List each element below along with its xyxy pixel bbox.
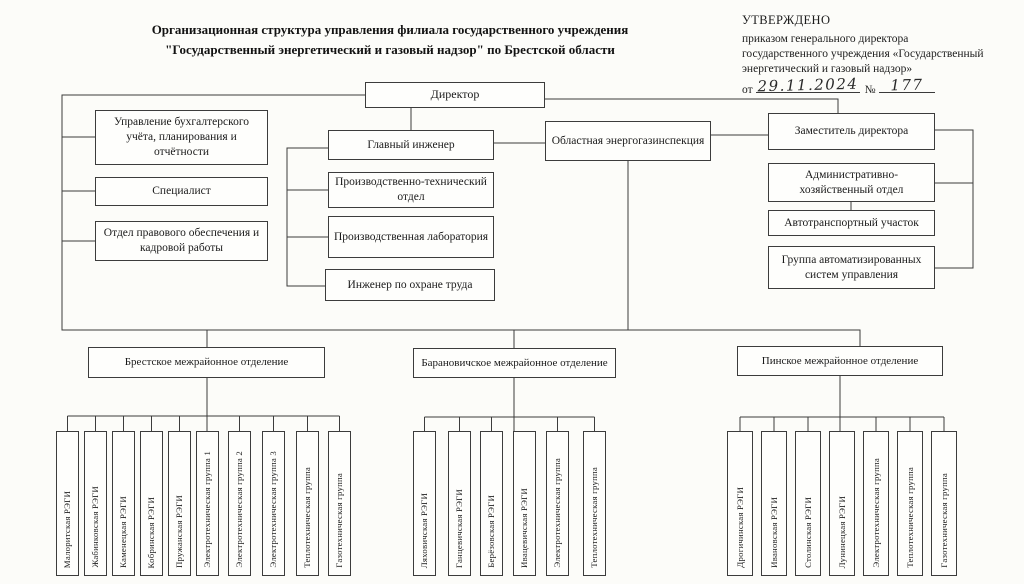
unit-box xyxy=(829,431,855,576)
unit-box xyxy=(140,431,163,576)
approval-line-1: приказом генерального директора xyxy=(742,32,909,45)
unit-label: Газотехническая группа xyxy=(938,473,949,568)
legal-hr-dept-box: Отдел правового обеспечения и кадровой работы xyxy=(95,221,268,261)
automated-systems-box: Группа автоматизированных систем управления xyxy=(768,246,935,289)
baranovichi-branch-box: Барановичское межрайонное отделение xyxy=(413,348,616,378)
unit-box xyxy=(112,431,135,576)
unit-box xyxy=(56,431,79,576)
unit-box xyxy=(897,431,923,576)
specialist-box: Специалист xyxy=(95,177,268,206)
unit-box xyxy=(228,431,251,576)
unit-label: Пружанская РЭГИ xyxy=(174,495,185,568)
unit-box xyxy=(863,431,889,576)
unit-box xyxy=(727,431,753,576)
approval-date-handwritten: 29.11.2024 xyxy=(756,74,859,96)
unit-label: Каменецкая РЭГИ xyxy=(118,496,129,568)
unit-label: Электротехническая группа 2 xyxy=(234,451,245,568)
unit-label: Столинская РЭГИ xyxy=(802,497,813,568)
unit-box xyxy=(84,431,107,576)
unit-box xyxy=(413,431,436,576)
production-lab-box: Производственная лаборатория xyxy=(328,216,494,258)
unit-box xyxy=(795,431,821,576)
unit-box xyxy=(761,431,787,576)
unit-label: Электротехническая группа xyxy=(870,458,881,568)
unit-label: Берёзовская РЭГИ xyxy=(486,495,497,568)
motor-transport-box: Автотранспортный участок xyxy=(768,210,935,236)
unit-box xyxy=(328,431,351,576)
oblast-inspection-box: Областная энергогазинспекция xyxy=(545,121,711,161)
unit-label: Электротехническая группа 3 xyxy=(268,451,279,568)
deputy-director-box: Заместитель директора xyxy=(768,113,935,150)
unit-box xyxy=(196,431,219,576)
unit-label: Ивацевичская РЭГИ xyxy=(519,488,530,568)
pinsk-branch-box: Пинское межрайонное отделение xyxy=(737,346,943,376)
title-line-1: Организационная структура управления филиала государственного учреждения xyxy=(151,22,629,37)
unit-box xyxy=(583,431,606,576)
unit-label: Ляховичская РЭГИ xyxy=(419,492,430,568)
approval-number-handwritten: 177 xyxy=(889,75,924,95)
unit-box xyxy=(448,431,471,576)
approval-line-3: энергетический и газовый надзор» xyxy=(742,62,913,75)
safety-engineer-box: Инженер по охране труда xyxy=(325,269,495,301)
unit-label: Газотехническая группа xyxy=(334,473,345,568)
unit-label: Малоритская РЭГИ xyxy=(62,490,73,568)
unit-box xyxy=(296,431,319,576)
production-technical-dept-box: Производственно-технический отдел xyxy=(328,172,494,208)
unit-box xyxy=(262,431,285,576)
admin-economic-dept-box: Административно-хозяйственный отдел xyxy=(768,163,935,202)
director-box: Директор xyxy=(365,82,545,108)
unit-box xyxy=(513,431,536,576)
unit-label: Теплотехническая группа xyxy=(589,467,600,568)
unit-box xyxy=(931,431,957,576)
title-line-2: "Государственный энергетический и газовый надзор" по Брестской области xyxy=(165,41,615,57)
unit-box xyxy=(480,431,503,576)
unit-box xyxy=(546,431,569,576)
chief-engineer-box: Главный инженер xyxy=(328,130,494,160)
approval-heading: УТВЕРЖДЕНО xyxy=(742,13,831,27)
approval-from-label: от xyxy=(742,84,753,97)
unit-label: Кобринская РЭГИ xyxy=(146,496,157,568)
unit-label: Дрогичинская РЭГИ xyxy=(734,487,745,568)
unit-label: Электротехническая группа xyxy=(552,458,563,568)
unit-label: Ганцевичская РЭГИ xyxy=(454,488,465,568)
unit-label: Жабинковская РЭГИ xyxy=(90,486,101,568)
accounting-dept-box: Управление бухгалтерского учёта, планирования и отчётности xyxy=(95,110,268,165)
unit-label: Ивановская РЭГИ xyxy=(768,497,779,568)
brest-branch-box: Брестское межрайонное отделение xyxy=(88,347,325,378)
approval-line-2: государственного учреждения «Государственный xyxy=(742,47,984,60)
unit-box xyxy=(168,431,191,576)
unit-label: Электротехническая группа 1 xyxy=(202,451,213,568)
unit-label: Лунинецкая РЭГИ xyxy=(836,495,847,568)
unit-label: Теплотехническая группа xyxy=(904,467,915,568)
approval-number-label: № xyxy=(864,84,876,97)
unit-label: Теплотехническая группа xyxy=(302,467,313,568)
